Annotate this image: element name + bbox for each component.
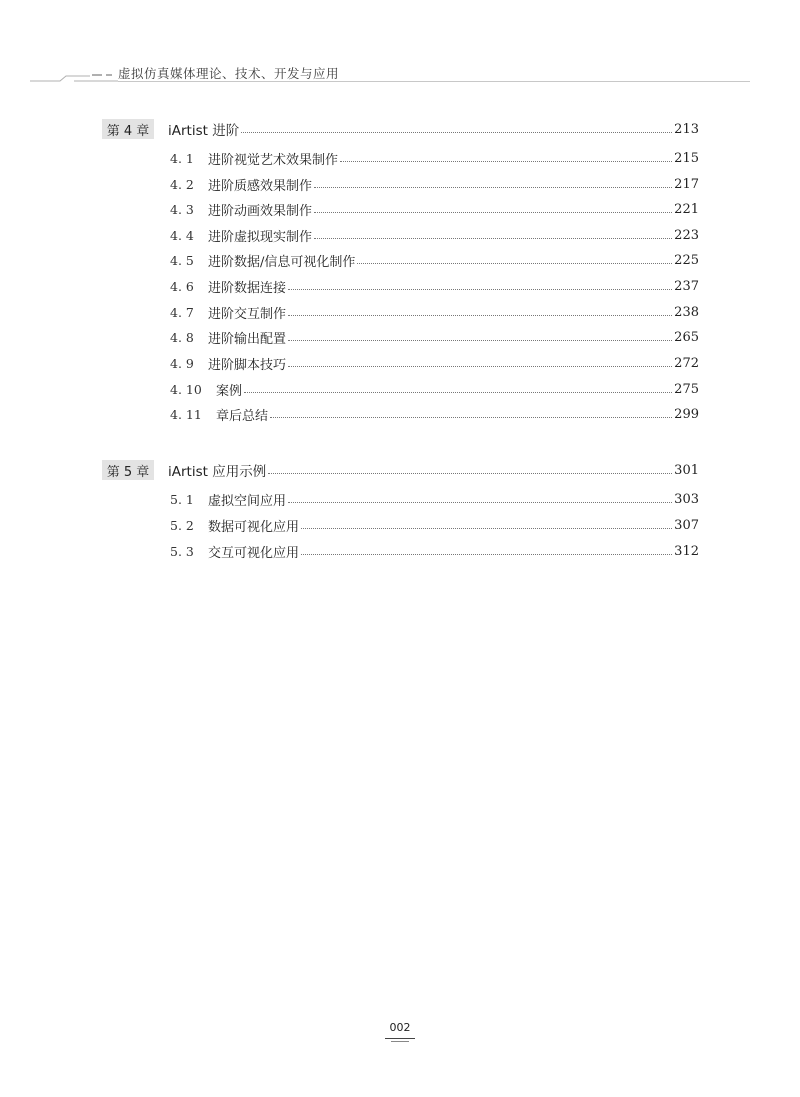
section-entry[interactable] xyxy=(170,225,699,245)
section-number: 4. 3 xyxy=(170,201,194,217)
section-number: 4. 1 xyxy=(170,150,194,166)
section-page-number: 272 xyxy=(674,355,699,371)
dot-leader xyxy=(268,473,672,474)
section-number: 5. 2 xyxy=(170,517,194,533)
section-page-number: 312 xyxy=(674,543,699,559)
section-title: 进阶脚本技巧 xyxy=(208,357,287,373)
dot-leader xyxy=(314,187,672,188)
section-entry[interactable] xyxy=(170,276,699,296)
section-entry[interactable] xyxy=(170,327,699,347)
section-entry[interactable] xyxy=(170,541,699,561)
chapter-page-number: 213 xyxy=(674,121,699,137)
footer-rule xyxy=(385,1038,415,1039)
section-page-number: 275 xyxy=(674,381,699,397)
header-decoration-icon xyxy=(30,68,120,84)
dot-leader xyxy=(288,502,672,503)
section-title: 进阶数据连接 xyxy=(208,280,287,296)
section-number: 4. 8 xyxy=(170,329,194,345)
section-number: 4. 10 xyxy=(170,381,202,397)
section-page-number: 215 xyxy=(674,150,699,166)
section-page-number: 307 xyxy=(674,517,699,533)
chapter-title: iArtist 进阶 xyxy=(168,123,240,139)
dot-leader xyxy=(288,340,672,341)
page-footer xyxy=(383,1021,417,1047)
section-entry[interactable] xyxy=(170,174,699,194)
section-page-number: 217 xyxy=(674,176,699,192)
running-header xyxy=(30,62,750,88)
section-entry[interactable] xyxy=(170,250,699,270)
section-title: 进阶虚拟现实制作 xyxy=(208,229,313,245)
dot-leader xyxy=(357,263,672,264)
section-number: 4. 6 xyxy=(170,278,194,294)
section-title: 进阶交互制作 xyxy=(208,306,287,322)
dot-leader xyxy=(301,528,672,529)
section-title: 章后总结 xyxy=(216,408,269,424)
section-title: 进阶输出配置 xyxy=(208,331,287,347)
section-page-number: 237 xyxy=(674,278,699,294)
section-page-number: 221 xyxy=(674,201,699,217)
section-entry[interactable] xyxy=(170,489,699,509)
section-entry[interactable] xyxy=(170,515,699,535)
chapter-badge: 第 4 章 xyxy=(102,119,154,139)
section-entry[interactable] xyxy=(170,379,699,399)
section-number: 4. 7 xyxy=(170,304,194,320)
section-title: 虚拟空间应用 xyxy=(208,493,287,509)
chapter-title: iArtist 应用示例 xyxy=(168,464,267,480)
section-number: 5. 1 xyxy=(170,491,194,507)
section-title: 进阶质感效果制作 xyxy=(208,178,313,194)
book-title: 虚拟仿真媒体理论、技术、开发与应用 xyxy=(118,66,340,81)
section-number: 4. 5 xyxy=(170,252,194,268)
section-number: 4. 4 xyxy=(170,227,194,243)
section-title: 案例 xyxy=(216,383,243,399)
page-number: 002 xyxy=(389,1021,411,1034)
dot-leader xyxy=(288,289,672,290)
dot-leader xyxy=(244,392,672,393)
section-page-number: 238 xyxy=(674,304,699,320)
chapter-badge: 第 5 章 xyxy=(102,460,154,480)
section-title: 进阶动画效果制作 xyxy=(208,203,313,219)
dot-leader xyxy=(288,315,672,316)
dot-leader xyxy=(270,417,672,418)
dot-leader xyxy=(241,132,672,133)
section-entry[interactable] xyxy=(170,199,699,219)
dot-leader xyxy=(314,212,672,213)
dot-leader xyxy=(314,238,672,239)
chapter-entry[interactable] xyxy=(102,459,699,481)
section-page-number: 225 xyxy=(674,252,699,268)
dot-leader xyxy=(288,366,672,367)
section-number: 5. 3 xyxy=(170,543,194,559)
section-entry[interactable] xyxy=(170,302,699,322)
chapter-page-number: 301 xyxy=(674,462,699,478)
section-entry[interactable] xyxy=(170,148,699,168)
section-number: 4. 2 xyxy=(170,176,194,192)
section-number: 4. 9 xyxy=(170,355,194,371)
section-title: 数据可视化应用 xyxy=(208,519,300,535)
section-page-number: 299 xyxy=(674,406,699,422)
section-title: 进阶数据/信息可视化制作 xyxy=(208,254,356,270)
section-page-number: 303 xyxy=(674,491,699,507)
section-title: 进阶视觉艺术效果制作 xyxy=(208,152,339,168)
chapter-entry[interactable] xyxy=(102,118,699,140)
section-number: 4. 11 xyxy=(170,406,202,422)
dot-leader xyxy=(301,554,672,555)
section-page-number: 265 xyxy=(674,329,699,345)
section-page-number: 223 xyxy=(674,227,699,243)
footer-rule-small xyxy=(391,1041,409,1042)
section-entry[interactable] xyxy=(170,353,699,373)
dot-leader xyxy=(340,161,672,162)
section-title: 交互可视化应用 xyxy=(208,545,300,561)
section-entry[interactable] xyxy=(170,404,699,424)
